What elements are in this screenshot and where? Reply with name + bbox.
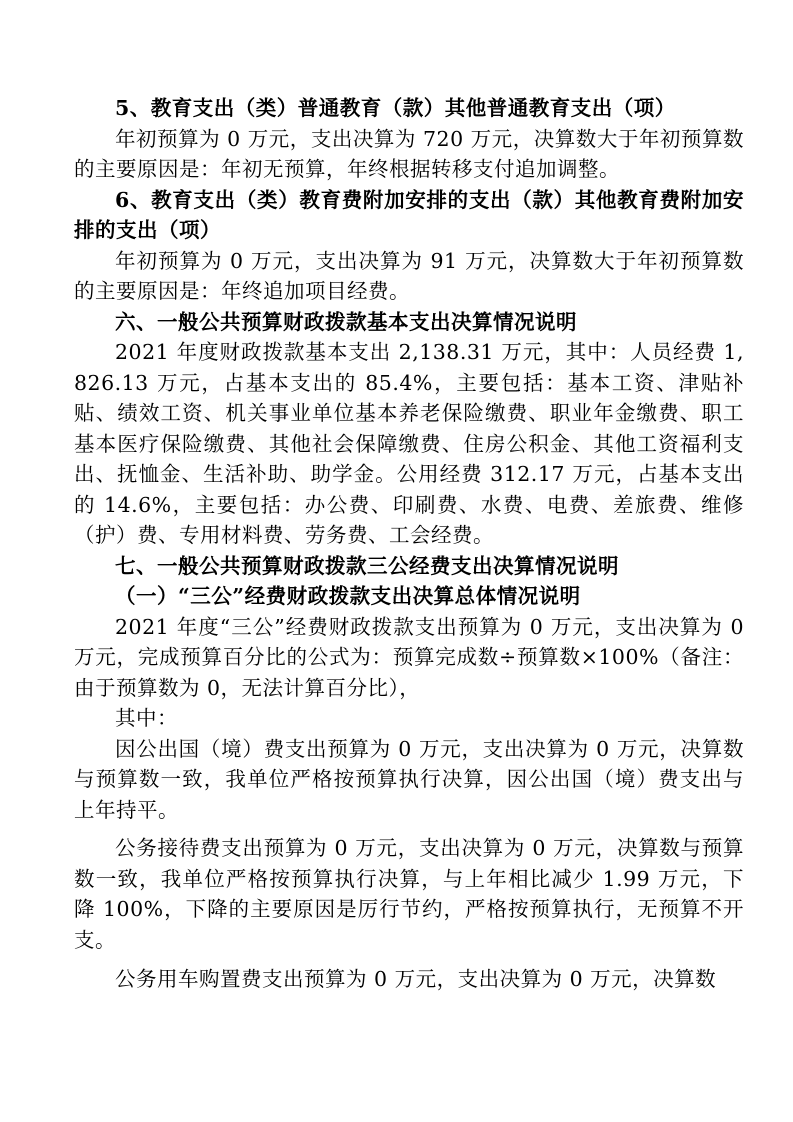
subheading-three-public-overall: （一）“三公”经费财政拨款支出决算总体情况说明 bbox=[115, 584, 581, 608]
paragraph-three-public-overall: 2021 年度“三公”经费财政拨款支出预算为 0 万元，支出决算为 0 万元，完成预算百分比的公式为：预算完成数÷预算数×100%（备注：由于预算数为 0，无法计算百分比）， bbox=[74, 614, 744, 700]
paragraph-among-which: 其中： bbox=[115, 706, 178, 730]
heading-basic-expenditure: 六、一般公共预算财政拨款基本支出决算情况说明 bbox=[115, 309, 577, 334]
paragraph-official-reception: 公务接待费支出预算为 0 万元，支出决算为 0 万元，决算数与预算数一致，我单位严格按预算执行决算，与上年相比减少 1.99 万元，下降 100%，下降的主要原因是厉行节约，严格按预算执行，无预算不开支。 bbox=[74, 836, 744, 952]
paragraph-overseas-travel: 因公出国（境）费支出预算为 0 万元，支出决算为 0 万元，决算数与预算数一致，我单位严格按预算执行决算，因公出国（境）费支出与上年持平。 bbox=[74, 736, 744, 822]
paragraph-basic-expenditure: 2021 年度财政拨款基本支出 2,138.31 万元，其中：人员经费 1,826.13 万元，占基本支出的 85.4%，主要包括：基本工资、津贴补贴、绩效工资、机关事业单位基本养老保险缴费、职业年金缴费、职工基本医疗保险缴费、其他社会保障缴费、住房公积金、其他工资福利支出、抚恤金、生活补助、助学金。公用经费 312.17 万元，占基本支出的 14.6%，主要包括：办公费、印刷费、水费、电费、差旅费、维修（护）费、专用材料费、劳务费、工会经费。 bbox=[74, 340, 744, 547]
paragraph-education-surcharge: 年初预算为 0 万元，支出决算为 91 万元，决算数大于年初预算数的主要原因是：年终追加项目经费。 bbox=[74, 248, 744, 303]
paragraph-education-other-general: 年初预算为 0 万元，支出决算为 720 万元，决算数大于年初预算数的主要原因是：年初无预算，年终根据转移支付追加调整。 bbox=[74, 126, 744, 181]
paragraph-vehicle-purchase: 公务用车购置费支出预算为 0 万元，支出决算为 0 万元，决算数 bbox=[115, 967, 717, 991]
heading-education-surcharge: 6、教育支出（类）教育费附加安排的支出（款）其他教育费附加安排的支出（项） bbox=[74, 187, 744, 242]
document-page bbox=[74, 93, 744, 995]
heading-education-other-general: 5、教育支出（类）普通教育（款）其他普通教育支出（项） bbox=[115, 96, 676, 120]
heading-three-public-expenses: 七、一般公共预算财政拨款三公经费支出决算情况说明 bbox=[115, 553, 619, 578]
